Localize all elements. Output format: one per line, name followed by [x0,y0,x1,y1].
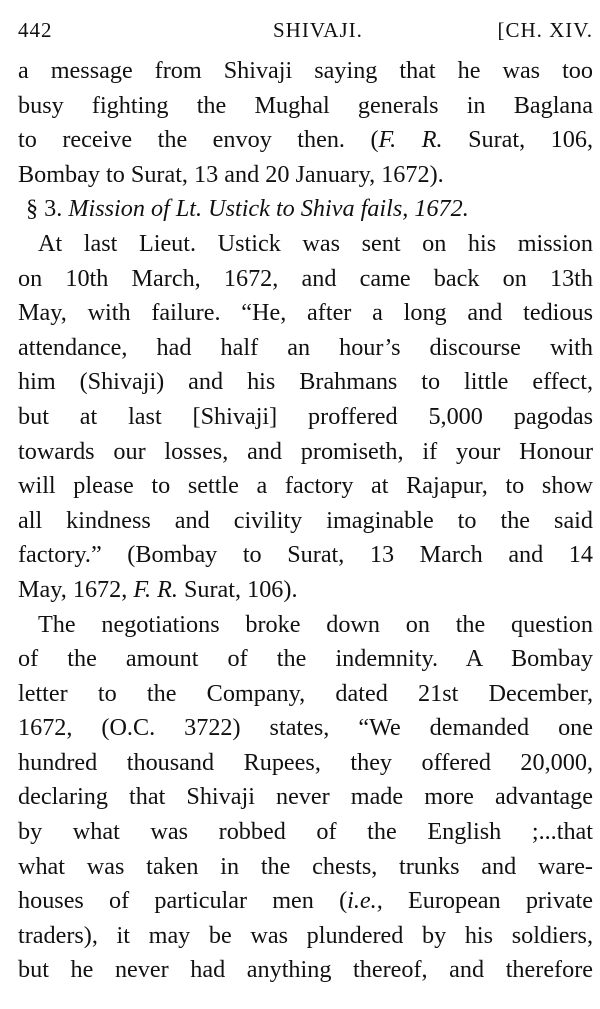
body-text [18,54,593,988]
text-line: May, with failure. “He, after a long and tedious [18,299,593,327]
text-line: letter to the Company, dated 21st December, [18,679,593,707]
text-line: attendance, had half an hour’s discourse with [18,333,593,361]
text-line: all kindness and civility imaginable to the said [18,506,593,534]
text-line: but at last [Shivaji] proffered 5,000 pagodas [18,402,593,430]
text-line: towards our losses, and promiseth, if your Honour [18,437,593,465]
page-number: 442 [18,18,53,42]
book-page [18,14,593,988]
text-line: busy fighting the Mughal generals in Baglana [18,91,593,119]
text-line: by what was robbed of the English ;...that [18,818,593,846]
text-line: will please to settle a factory at Rajapur, to show [18,472,593,500]
text-line: declaring that Shivaji never made more advantage [18,783,593,811]
text-line: At last Lieut. Ustick was sent on his mission [38,229,593,257]
text-line: The negotiations broke down on the question [38,610,593,638]
chapter-label: [CH. XIV. [497,18,593,42]
text-line: May, 1672, F. R. Surat, 106). [18,575,298,603]
text-line: on 10th March, 1672, and came back on 13th [18,264,593,292]
text-line: houses of particular men (i.e., European private [18,887,593,915]
text-line: him (Shivaji) and his Brahmans to little effect, [18,368,593,396]
text-line: of the amount of the indemnity. A Bombay [18,645,593,673]
text-line: hundred thousand Rupees, they offered 20,000, [18,748,593,776]
text-line: a message from Shivaji saying that he was too [18,57,593,84]
text-line: what was taken in the chests, trunks and ware- [18,852,593,880]
text-line: but he never had anything thereof, and therefore [18,956,593,984]
text-line: Bombay to Surat, 13 and 20 January, 1672). [18,160,444,188]
text-line: traders), it may be was plundered by his soldiers, [18,921,593,949]
running-title: SHIVAJI. [273,18,363,42]
running-header [18,14,593,54]
text-line: 1672, (O.C. 3722) states, “We demanded one [18,714,593,742]
text-line: to receive the envoy then. (F. R. Surat, 106, [18,126,593,154]
text-line: factory.” (Bombay to Surat, 13 March and 14 [18,541,593,569]
section-heading: § 3. Mission of Lt. Ustick to Shiva fails, 1672. [26,195,469,223]
